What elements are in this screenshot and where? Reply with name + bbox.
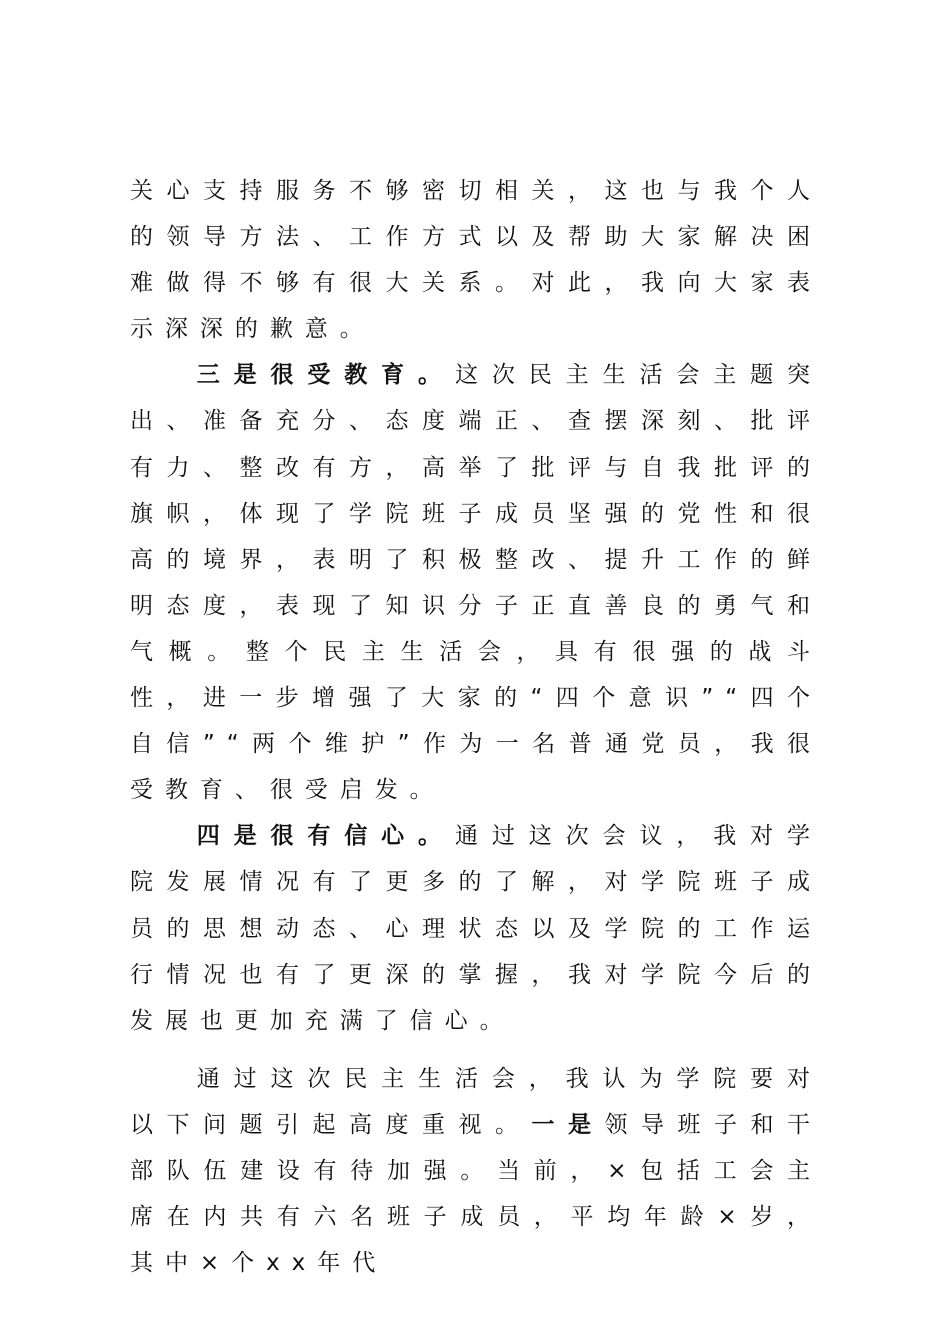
paragraph-text-before: 通过这次民主生活会，我认为学院要对以下问题引起高度重视。	[130, 1065, 822, 1138]
paragraph-lead: 一是	[531, 1111, 605, 1138]
paragraph-confidence	[130, 813, 822, 1043]
paragraph-text: 关心支持服务不够密切相关，这也与我个人的领导方法、工作方式以及帮助大家解决困难做得不够有很大关系。对此，我向大家表示深深的歉意。	[130, 178, 822, 343]
paragraph-lead: 四是很有信心。	[196, 823, 455, 850]
paragraph-lead: 三是很受教育。	[196, 362, 455, 389]
paragraph-education	[130, 352, 822, 813]
paragraph-continuation	[130, 168, 822, 352]
paragraph-text: 通过这次会议，我对学院发展情况有了更多的了解，对学院班子成员的思想动态、心理状态以及学院的工作运行情况也有了更深的掌握，我对学院今后的发展也更加充满了信心。	[130, 823, 822, 1034]
paragraph-text: 这次民主生活会主题突出、准备充分、态度端正、查摆深刻、批评有力、整改有方，高举了批评与自我批评的旗帜，体现了学院班子成员坚强的党性和很高的境界，表明了积极整改、提升工作的鲜明态度，表现了知识分子正直善良的勇气和气概。整个民主生活会，具有很强的战斗性，进一步增强了大家的“四个意识”“四个自信”“两个维护”作为一名普通党员，我很受教育、很受启发。	[130, 362, 822, 804]
paragraph-issues	[130, 1056, 822, 1286]
document-body	[130, 168, 822, 1286]
paragraph-text: 领导班子和干部队伍建设有待加强。当前，×包括工会主席在内共有六名班子成员，平均年龄×岁，其中×个xx年代	[130, 1111, 823, 1277]
